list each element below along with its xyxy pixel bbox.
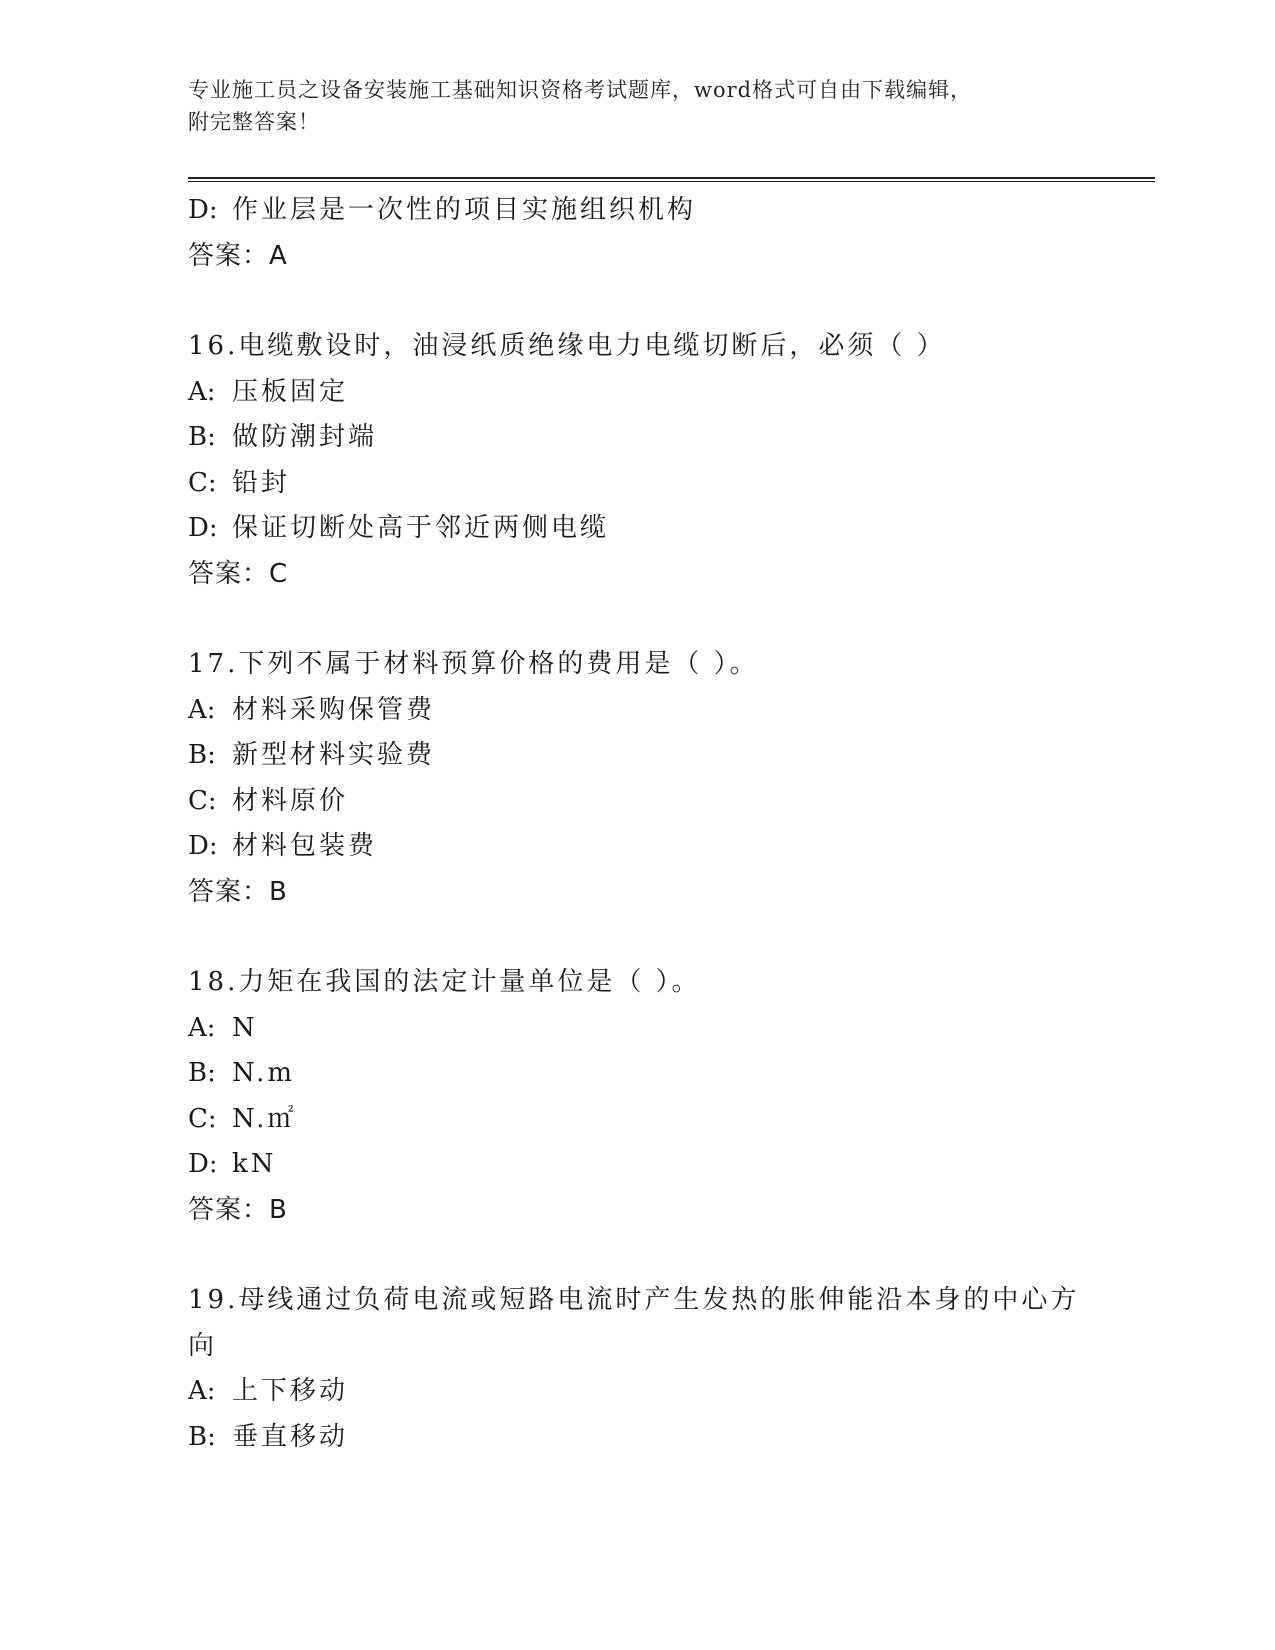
- option-text: 材料原价: [232, 785, 349, 816]
- option-text: N.㎡: [232, 1103, 297, 1134]
- option-text: 做防潮封端: [232, 422, 378, 452]
- option-text: N.m: [232, 1058, 296, 1088]
- option-text: 上下移动: [232, 1376, 349, 1406]
- option-b: [188, 1415, 1088, 1461]
- option-key: D:: [188, 195, 218, 225]
- option-c: [188, 779, 1088, 825]
- spacer: [188, 279, 1088, 324]
- question-stem-16: 16.电缆敷设时，油浸纸质绝缘电力电缆切断后，必须（ ）: [188, 331, 946, 361]
- option-key: C:: [188, 467, 217, 498]
- option-b: [188, 733, 1088, 779]
- option-a: [188, 1369, 1088, 1415]
- question-stem-17: 17.下列不属于材料预算价格的费用是（ ）。: [188, 649, 759, 679]
- option-text: 保证切断处高于邻近两侧电缆: [232, 513, 610, 543]
- question-stem-18: 18.力矩在我国的法定计量单位是（ ）。: [188, 967, 701, 997]
- option-key: A:: [188, 694, 216, 725]
- page-header: [188, 74, 1068, 138]
- option-key: C:: [188, 1103, 217, 1134]
- option-a: [188, 370, 1088, 416]
- option-text: N: [232, 1012, 258, 1043]
- question-list: [188, 188, 1088, 1460]
- option-key: A:: [188, 376, 216, 407]
- option-b: [188, 1051, 1088, 1097]
- spacer: [188, 597, 1088, 642]
- option-text: 材料包装费: [232, 831, 378, 861]
- option-key: B:: [188, 1058, 216, 1088]
- option-d: [188, 1142, 1088, 1188]
- option-text: 新型材料实验费: [232, 740, 436, 770]
- option-key: D:: [188, 1149, 218, 1179]
- option-d-carryover: [188, 188, 1088, 234]
- header-title-line-1: 专业施工员之设备安装施工基础知识资格考试题库，word格式可自由下载编辑，: [188, 78, 973, 102]
- option-text: 压板固定: [232, 376, 349, 407]
- option-b: [188, 415, 1088, 461]
- option-key: B:: [188, 740, 216, 770]
- question-stem-19-line-1: 19.母线通过负荷电流或短路电流时产生发热的胀伸能沿本身的中心方: [188, 1285, 1080, 1315]
- option-key: B:: [188, 1421, 216, 1452]
- option-a: [188, 688, 1088, 734]
- option-key: D:: [188, 831, 218, 861]
- option-key: B:: [188, 422, 216, 452]
- option-d: [188, 824, 1088, 870]
- option-key: D:: [188, 513, 218, 543]
- question-stem-19-line-2: 向: [188, 1330, 218, 1361]
- option-text: kN: [232, 1149, 277, 1179]
- answer-line: 答案：B: [188, 876, 288, 907]
- answer-line: 答案：B: [188, 1194, 288, 1225]
- answer-line: 答案：C: [188, 558, 289, 589]
- spacer: [188, 1233, 1088, 1278]
- option-text: 作业层是一次性的项目实施组织机构: [232, 195, 697, 225]
- option-key: C:: [188, 785, 217, 816]
- option-text: 铅封: [232, 467, 291, 498]
- option-d: [188, 506, 1088, 552]
- option-c: [188, 461, 1088, 507]
- answer-line: 答案：A: [188, 240, 288, 271]
- option-a: [188, 1006, 1088, 1052]
- option-text: 垂直移动: [232, 1421, 349, 1452]
- header-divider: [188, 177, 1155, 182]
- option-c: [188, 1097, 1088, 1143]
- option-key: A:: [188, 1012, 216, 1043]
- option-key: A:: [188, 1376, 216, 1406]
- header-title-line-2: 附完整答案！: [188, 110, 320, 134]
- spacer: [188, 915, 1088, 960]
- option-text: 材料采购保管费: [232, 694, 436, 725]
